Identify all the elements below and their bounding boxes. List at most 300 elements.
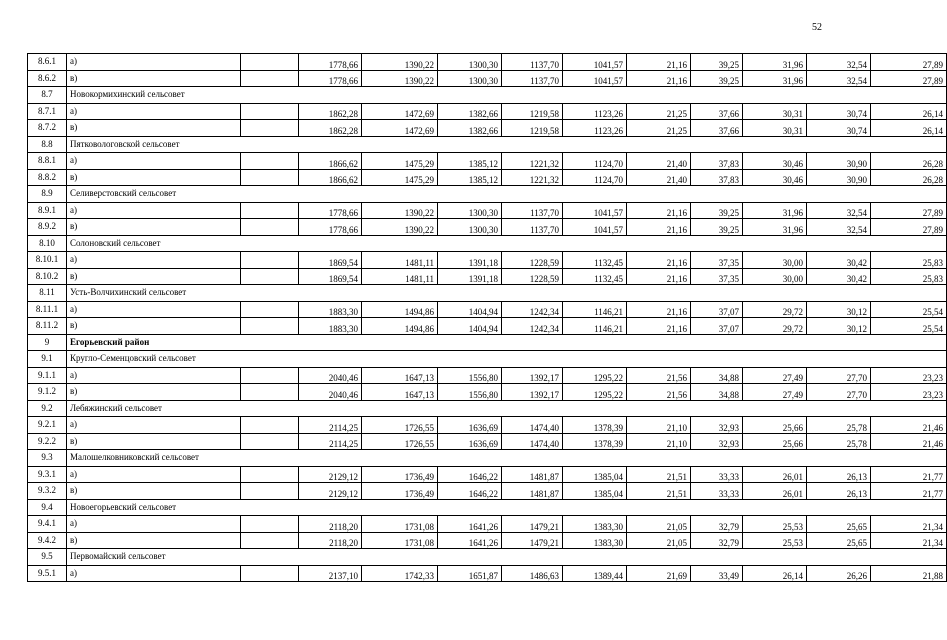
value-cell: 30,90: [807, 169, 871, 186]
value-cell: 23,23: [871, 384, 947, 401]
value-cell: 1041,57: [563, 54, 627, 71]
empty-cell: [241, 120, 299, 137]
value-cell: 1385,04: [563, 483, 627, 500]
value-cell: 23,23: [871, 367, 947, 384]
value-cell: 27,89: [871, 219, 947, 236]
value-cell: 1383,30: [563, 532, 627, 549]
row-code: 8.7.1: [28, 103, 67, 120]
table-row: [28, 433, 947, 450]
value-cell: 25,83: [871, 252, 947, 269]
value-cell: 31,96: [743, 202, 807, 219]
value-cell: 32,54: [807, 219, 871, 236]
value-cell: 37,66: [691, 120, 743, 137]
value-cell: 1295,22: [563, 367, 627, 384]
value-cell: 1132,45: [563, 252, 627, 269]
empty-cell: [241, 103, 299, 120]
value-cell: 21,56: [627, 367, 691, 384]
value-cell: 1869,54: [299, 252, 362, 269]
empty-cell: [241, 202, 299, 219]
row-code: 8.11.2: [28, 318, 67, 335]
page-number: 52: [812, 22, 822, 33]
value-cell: 2118,20: [299, 516, 362, 533]
value-cell: 26,28: [871, 153, 947, 170]
value-cell: 30,42: [807, 268, 871, 285]
value-cell: 1479,21: [502, 532, 563, 549]
value-cell: 21,77: [871, 466, 947, 483]
row-code: 9.4: [28, 499, 67, 516]
value-cell: 21,16: [627, 301, 691, 318]
table-row: [28, 103, 947, 120]
value-cell: 21,05: [627, 532, 691, 549]
row-code: 8.10.2: [28, 268, 67, 285]
value-cell: 26,01: [743, 483, 807, 500]
value-cell: 30,42: [807, 252, 871, 269]
value-cell: 1475,29: [362, 169, 438, 186]
value-cell: 1636,69: [438, 433, 502, 450]
table-row: [28, 169, 947, 186]
value-cell: 34,88: [691, 367, 743, 384]
value-cell: 2114,25: [299, 417, 362, 434]
row-label: в): [67, 384, 241, 401]
value-cell: 21,51: [627, 466, 691, 483]
value-cell: 1479,21: [502, 516, 563, 533]
value-cell: 32,93: [691, 433, 743, 450]
table-row: [28, 466, 947, 483]
value-cell: 37,35: [691, 252, 743, 269]
value-cell: 21,34: [871, 532, 947, 549]
value-cell: 1242,34: [502, 301, 563, 318]
value-cell: 1883,30: [299, 318, 362, 335]
value-cell: 1404,94: [438, 301, 502, 318]
value-cell: 1385,12: [438, 169, 502, 186]
row-code: 9.1.2: [28, 384, 67, 401]
value-cell: 1385,04: [563, 466, 627, 483]
value-cell: 1300,30: [438, 202, 502, 219]
value-cell: 1383,30: [563, 516, 627, 533]
row-code: 8.7: [28, 87, 67, 104]
section-name: Малошелковниковский сельсовет: [67, 450, 947, 467]
value-cell: 1647,13: [362, 384, 438, 401]
section-name: Селиверстовский сельсовет: [67, 186, 947, 203]
value-cell: 1391,18: [438, 268, 502, 285]
row-label: в): [67, 532, 241, 549]
row-label: а): [67, 153, 241, 170]
empty-cell: [241, 466, 299, 483]
value-cell: 1862,28: [299, 120, 362, 137]
value-cell: 25,65: [807, 532, 871, 549]
district-header-row: [28, 334, 947, 351]
value-cell: 1124,70: [563, 153, 627, 170]
row-code: 9.2.1: [28, 417, 67, 434]
value-cell: 27,89: [871, 70, 947, 87]
value-cell: 1300,30: [438, 54, 502, 71]
value-cell: 1137,70: [502, 202, 563, 219]
value-cell: 30,12: [807, 318, 871, 335]
value-cell: 21,10: [627, 433, 691, 450]
value-cell: 21,16: [627, 70, 691, 87]
row-label: в): [67, 219, 241, 236]
value-cell: 1300,30: [438, 70, 502, 87]
empty-cell: [241, 433, 299, 450]
row-code: 9.1.1: [28, 367, 67, 384]
value-cell: 27,49: [743, 384, 807, 401]
value-cell: 1382,66: [438, 103, 502, 120]
value-cell: 39,25: [691, 202, 743, 219]
value-cell: 1646,22: [438, 466, 502, 483]
value-cell: 1866,62: [299, 169, 362, 186]
district-name: Егорьевский район: [67, 334, 947, 351]
value-cell: 21,25: [627, 120, 691, 137]
value-cell: 39,25: [691, 219, 743, 236]
value-cell: 1378,39: [563, 417, 627, 434]
value-cell: 25,66: [743, 417, 807, 434]
row-code: 9.2.2: [28, 433, 67, 450]
value-cell: 1041,57: [563, 219, 627, 236]
table-row: [28, 70, 947, 87]
row-code: 9.3.2: [28, 483, 67, 500]
empty-cell: [241, 169, 299, 186]
value-cell: 26,13: [807, 466, 871, 483]
row-code: 9: [28, 334, 67, 351]
value-cell: 1295,22: [563, 384, 627, 401]
value-cell: 1726,55: [362, 433, 438, 450]
value-cell: 21,40: [627, 169, 691, 186]
value-cell: 25,83: [871, 268, 947, 285]
value-cell: 1300,30: [438, 219, 502, 236]
value-cell: 1137,70: [502, 219, 563, 236]
value-cell: 1041,57: [563, 70, 627, 87]
table-row: [28, 153, 947, 170]
value-cell: 39,25: [691, 70, 743, 87]
table-row: [28, 301, 947, 318]
section-name: Солоновский сельсовет: [67, 235, 947, 252]
row-label: в): [67, 433, 241, 450]
value-cell: 1472,69: [362, 120, 438, 137]
value-cell: 21,56: [627, 384, 691, 401]
section-header-row: [28, 285, 947, 302]
row-code: 8.10: [28, 235, 67, 252]
value-cell: 1481,87: [502, 466, 563, 483]
value-cell: 1390,22: [362, 70, 438, 87]
value-cell: 1481,87: [502, 483, 563, 500]
value-cell: 1137,70: [502, 54, 563, 71]
section-header-row: [28, 499, 947, 516]
value-cell: 1137,70: [502, 70, 563, 87]
value-cell: 2137,10: [299, 565, 362, 582]
table-row: [28, 367, 947, 384]
value-cell: 21,51: [627, 483, 691, 500]
section-header-row: [28, 235, 947, 252]
value-cell: 30,46: [743, 153, 807, 170]
value-cell: 37,83: [691, 169, 743, 186]
value-cell: 30,00: [743, 252, 807, 269]
empty-cell: [241, 516, 299, 533]
value-cell: 1742,33: [362, 565, 438, 582]
value-cell: 26,14: [871, 120, 947, 137]
value-cell: 1778,66: [299, 202, 362, 219]
value-cell: 1228,59: [502, 268, 563, 285]
empty-cell: [241, 318, 299, 335]
row-label: в): [67, 268, 241, 285]
table-row: [28, 384, 947, 401]
table-row: [28, 268, 947, 285]
value-cell: 1556,80: [438, 384, 502, 401]
value-cell: 1883,30: [299, 301, 362, 318]
row-code: 9.5.1: [28, 565, 67, 582]
row-label: в): [67, 318, 241, 335]
value-cell: 21,16: [627, 268, 691, 285]
value-cell: 32,54: [807, 54, 871, 71]
value-cell: 21,16: [627, 54, 691, 71]
value-cell: 1726,55: [362, 417, 438, 434]
value-cell: 2129,12: [299, 483, 362, 500]
section-header-row: [28, 186, 947, 203]
section-name: Первомайский сельсовет: [67, 549, 947, 566]
value-cell: 1647,13: [362, 367, 438, 384]
table-row: [28, 565, 947, 582]
value-cell: 1651,87: [438, 565, 502, 582]
value-cell: 1123,26: [563, 103, 627, 120]
value-cell: 29,72: [743, 301, 807, 318]
value-cell: 1242,34: [502, 318, 563, 335]
value-cell: 30,90: [807, 153, 871, 170]
section-name: Новоегорьевский сельсовет: [67, 499, 947, 516]
section-name: Лебяжинский сельсовет: [67, 400, 947, 417]
value-cell: 1778,66: [299, 219, 362, 236]
value-cell: 31,96: [743, 54, 807, 71]
value-cell: 21,34: [871, 516, 947, 533]
value-cell: 21,16: [627, 202, 691, 219]
row-code: 9.3: [28, 450, 67, 467]
value-cell: 2118,20: [299, 532, 362, 549]
value-cell: 33,49: [691, 565, 743, 582]
section-name: Пятковологовской сельсовет: [67, 136, 947, 153]
row-code: 8.9: [28, 186, 67, 203]
row-label: а): [67, 252, 241, 269]
table-row: [28, 54, 947, 71]
value-cell: 37,83: [691, 153, 743, 170]
section-header-row: [28, 450, 947, 467]
section-header-row: [28, 87, 947, 104]
row-code: 8.8.1: [28, 153, 67, 170]
value-cell: 2114,25: [299, 433, 362, 450]
value-cell: 25,78: [807, 433, 871, 450]
value-cell: 1124,70: [563, 169, 627, 186]
value-cell: 1481,11: [362, 268, 438, 285]
value-cell: 1219,58: [502, 103, 563, 120]
section-header-row: [28, 400, 947, 417]
value-cell: 1385,12: [438, 153, 502, 170]
value-cell: 1228,59: [502, 252, 563, 269]
value-cell: 30,00: [743, 268, 807, 285]
value-cell: 21,46: [871, 417, 947, 434]
table-body: [28, 54, 947, 582]
value-cell: 1404,94: [438, 318, 502, 335]
table-row: [28, 532, 947, 549]
value-cell: 1123,26: [563, 120, 627, 137]
value-cell: 30,12: [807, 301, 871, 318]
value-cell: 1219,58: [502, 120, 563, 137]
value-cell: 25,54: [871, 301, 947, 318]
section-name: Усть-Волчихинский сельсовет: [67, 285, 947, 302]
value-cell: 26,26: [807, 565, 871, 582]
value-cell: 1472,69: [362, 103, 438, 120]
table-row: [28, 483, 947, 500]
empty-cell: [241, 367, 299, 384]
value-cell: 37,07: [691, 318, 743, 335]
value-cell: 1390,22: [362, 219, 438, 236]
value-cell: 37,66: [691, 103, 743, 120]
value-cell: 21,10: [627, 417, 691, 434]
value-cell: 1862,28: [299, 103, 362, 120]
section-name: Кругло-Семенцовский сельсовет: [67, 351, 947, 368]
value-cell: 1146,21: [563, 318, 627, 335]
row-code: 8.8.2: [28, 169, 67, 186]
value-cell: 30,46: [743, 169, 807, 186]
tariff-table: [27, 53, 947, 582]
table-row: [28, 252, 947, 269]
value-cell: 33,33: [691, 483, 743, 500]
value-cell: 1869,54: [299, 268, 362, 285]
value-cell: 1641,26: [438, 532, 502, 549]
value-cell: 1382,66: [438, 120, 502, 137]
value-cell: 1866,62: [299, 153, 362, 170]
value-cell: 1389,44: [563, 565, 627, 582]
value-cell: 21,16: [627, 252, 691, 269]
value-cell: 1486,63: [502, 565, 563, 582]
value-cell: 21,46: [871, 433, 947, 450]
empty-cell: [241, 219, 299, 236]
value-cell: 1494,86: [362, 318, 438, 335]
row-label: в): [67, 483, 241, 500]
value-cell: 1391,18: [438, 252, 502, 269]
value-cell: 32,54: [807, 202, 871, 219]
value-cell: 1041,57: [563, 202, 627, 219]
value-cell: 32,79: [691, 532, 743, 549]
value-cell: 25,66: [743, 433, 807, 450]
value-cell: 26,14: [871, 103, 947, 120]
value-cell: 1778,66: [299, 70, 362, 87]
empty-cell: [241, 252, 299, 269]
value-cell: 1736,49: [362, 466, 438, 483]
table-row: [28, 318, 947, 335]
empty-cell: [241, 532, 299, 549]
row-code: 9.2: [28, 400, 67, 417]
value-cell: 1392,17: [502, 384, 563, 401]
table-row: [28, 202, 947, 219]
value-cell: 34,88: [691, 384, 743, 401]
row-code: 9.4.1: [28, 516, 67, 533]
row-code: 8.6.1: [28, 54, 67, 71]
value-cell: 21,88: [871, 565, 947, 582]
value-cell: 1378,39: [563, 433, 627, 450]
value-cell: 30,31: [743, 103, 807, 120]
table-row: [28, 219, 947, 236]
row-label: в): [67, 70, 241, 87]
value-cell: 32,79: [691, 516, 743, 533]
section-header-row: [28, 136, 947, 153]
value-cell: 27,49: [743, 367, 807, 384]
empty-cell: [241, 565, 299, 582]
row-code: 8.11: [28, 285, 67, 302]
value-cell: 1494,86: [362, 301, 438, 318]
value-cell: 25,65: [807, 516, 871, 533]
row-label: а): [67, 103, 241, 120]
value-cell: 1556,80: [438, 367, 502, 384]
empty-cell: [241, 153, 299, 170]
row-code: 8.7.2: [28, 120, 67, 137]
value-cell: 32,93: [691, 417, 743, 434]
row-code: 8.6.2: [28, 70, 67, 87]
section-name: Новокормихинский сельсовет: [67, 87, 947, 104]
section-header-row: [28, 549, 947, 566]
row-code: 9.1: [28, 351, 67, 368]
value-cell: 26,13: [807, 483, 871, 500]
value-cell: 29,72: [743, 318, 807, 335]
empty-cell: [241, 301, 299, 318]
row-label: а): [67, 367, 241, 384]
value-cell: 37,35: [691, 268, 743, 285]
value-cell: 1646,22: [438, 483, 502, 500]
value-cell: 27,70: [807, 384, 871, 401]
value-cell: 27,89: [871, 202, 947, 219]
value-cell: 39,25: [691, 54, 743, 71]
value-cell: 25,53: [743, 516, 807, 533]
row-code: 9.3.1: [28, 466, 67, 483]
section-header-row: [28, 351, 947, 368]
value-cell: 1731,08: [362, 516, 438, 533]
value-cell: 21,05: [627, 516, 691, 533]
value-cell: 1474,40: [502, 433, 563, 450]
value-cell: 2040,46: [299, 367, 362, 384]
value-cell: 1221,32: [502, 169, 563, 186]
table-row: [28, 417, 947, 434]
value-cell: 31,96: [743, 70, 807, 87]
empty-cell: [241, 483, 299, 500]
row-label: а): [67, 466, 241, 483]
value-cell: 21,69: [627, 565, 691, 582]
value-cell: 25,53: [743, 532, 807, 549]
value-cell: 1475,29: [362, 153, 438, 170]
value-cell: 1636,69: [438, 417, 502, 434]
value-cell: 1481,11: [362, 252, 438, 269]
value-cell: 1641,26: [438, 516, 502, 533]
value-cell: 30,74: [807, 120, 871, 137]
value-cell: 21,16: [627, 219, 691, 236]
value-cell: 2129,12: [299, 466, 362, 483]
value-cell: 26,14: [743, 565, 807, 582]
value-cell: 1736,49: [362, 483, 438, 500]
row-code: 8.8: [28, 136, 67, 153]
row-label: в): [67, 120, 241, 137]
value-cell: 27,89: [871, 54, 947, 71]
row-code: 8.10.1: [28, 252, 67, 269]
value-cell: 1221,32: [502, 153, 563, 170]
value-cell: 21,40: [627, 153, 691, 170]
value-cell: 25,54: [871, 318, 947, 335]
row-label: а): [67, 417, 241, 434]
row-code: 9.4.2: [28, 532, 67, 549]
value-cell: 2040,46: [299, 384, 362, 401]
value-cell: 21,77: [871, 483, 947, 500]
value-cell: 30,74: [807, 103, 871, 120]
row-code: 8.9.2: [28, 219, 67, 236]
row-label: а): [67, 565, 241, 582]
value-cell: 1132,45: [563, 268, 627, 285]
value-cell: 1392,17: [502, 367, 563, 384]
row-label: в): [67, 169, 241, 186]
value-cell: 26,28: [871, 169, 947, 186]
